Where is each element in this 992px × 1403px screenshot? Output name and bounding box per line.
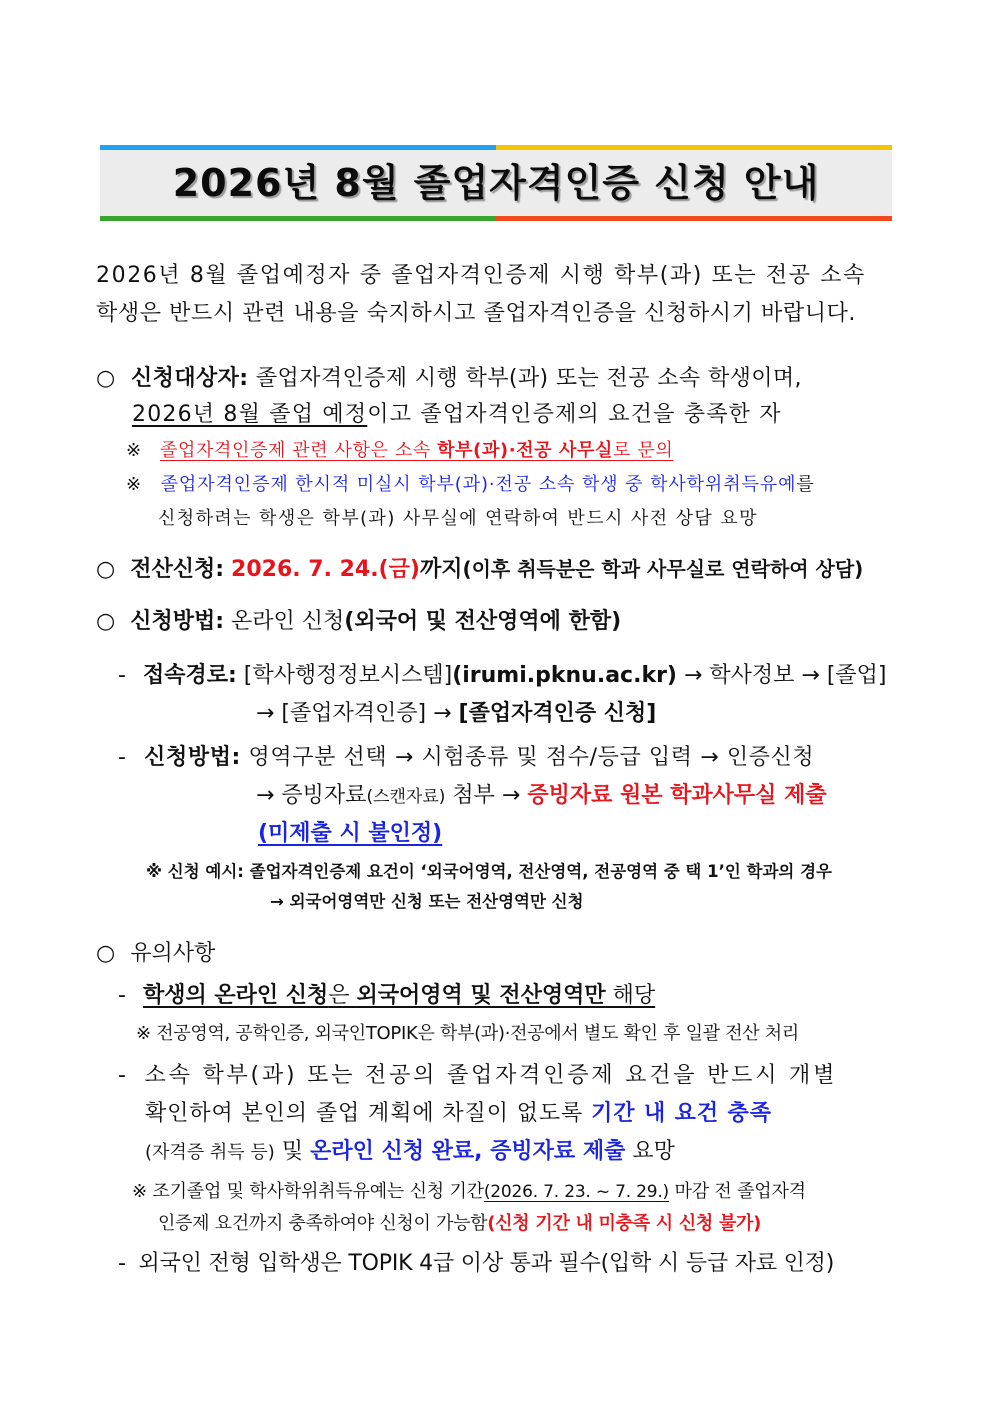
notice-item-2-line-3	[145, 1134, 675, 1165]
online-after: (이후 취득분은 학과 사무실로 연락하여 상담)	[462, 557, 864, 581]
notice-item-2-line-1	[118, 1058, 837, 1089]
notice-note-2-c: 마감 전 졸업자격	[668, 1181, 806, 1202]
example-line-1: ※ 신청 예시: 졸업자격인증제 요건이 ‘외국어영역, 전산영역, 전공영역 중 택 1’인 학과의 경우	[146, 862, 832, 881]
dash: -	[118, 663, 126, 688]
bullet-circle: ○	[96, 366, 116, 391]
notice-item-1-c: 외국어영역 및 전산영역만	[356, 983, 606, 1008]
route-final: [졸업자격인증 신청]	[458, 701, 657, 726]
target-line-1	[96, 361, 802, 392]
online-until: 까지	[419, 557, 463, 582]
notice-item-1	[118, 978, 655, 1009]
dash: -	[118, 983, 126, 1008]
how-step-attach: → 증빙자료	[256, 783, 367, 808]
online-date-a: 2026. 7. 24.(	[231, 557, 389, 582]
target-line-2	[132, 397, 782, 428]
how-step-submit: 증빙자료 원본 학과사무실 제출	[527, 783, 827, 808]
notice-note-2-line-2a: 인증제 요건까지 충족하여야 신청이 가능함	[158, 1213, 488, 1234]
method-label: 신청방법:	[130, 609, 225, 634]
notice-item-1-a: 학생의 온라인 신청	[142, 983, 329, 1008]
notice-item-2-text-3d: 요망	[625, 1139, 675, 1164]
target-note-1	[126, 436, 673, 462]
notice-item-2-text-3c: 온라인 신청 완료, 증빙자료 제출	[310, 1139, 626, 1164]
bullet-circle: ○	[96, 941, 116, 966]
target-label: 신청대상자:	[131, 366, 249, 391]
notice-item-2-text-1: 소속 학부(과) 또는 전공의 졸업자격인증제 요건을 반드시 개별	[144, 1063, 838, 1088]
notice-item-2-text-2a: 확인하여 본인의 졸업 계획에 차질이 없도록	[145, 1101, 592, 1126]
route-system: [학사행정정보시스템]	[243, 663, 453, 688]
notice-line	[96, 936, 215, 967]
intro-line-1	[96, 258, 894, 289]
how-label: 신청방법:	[144, 745, 241, 770]
route-line-1	[118, 658, 887, 689]
notice-item-2-note-2	[158, 1209, 761, 1235]
note-mark: ※	[126, 474, 142, 495]
intro-text-1: 2026년 8월 졸업예정자 중 졸업자격인증제 시행 학부(과) 또는 전공 소속	[96, 263, 866, 288]
online-line	[96, 552, 863, 583]
target-text: 졸업자격인증제 시행 학부(과) 또는 전공 소속 학생이며,	[255, 366, 802, 391]
notice-item-1-d: 해당	[605, 983, 656, 1008]
method-line	[96, 604, 621, 635]
method-limit: (외국어 및 전산영역에 한함)	[344, 609, 622, 634]
notice-item-2-text-2b: 기간 내 요건 충족	[591, 1101, 772, 1126]
target-note-2-b: 학사학위취득유예	[650, 474, 797, 495]
bullet-circle: ○	[96, 609, 116, 634]
how-step-attach-b: 첨부 →	[445, 783, 528, 808]
how-line-3: (미제출 시 불인정)	[258, 821, 443, 846]
dash: -	[118, 1251, 126, 1276]
notice-item-1-note: ※ 전공영역, 공학인증, 외국인TOPIK은 학부(과)·전공에서 별도 확인 후 일괄 전산 처리	[136, 1023, 799, 1044]
route-url[interactable]: (irumi.pknu.ac.kr)	[452, 663, 677, 688]
target-line-2-text: 이고 졸업자격인증제의 요건을 충족한 자	[367, 402, 782, 427]
notice-note-2-period: (2026. 7. 23. ~ 7. 29.)	[483, 1182, 669, 1202]
target-note-1-a: 졸업자격인증제 관련 사항은 소속	[160, 440, 438, 461]
notice-item-3	[118, 1246, 834, 1277]
intro-line-2: 학생은 반드시 관련 내용을 숙지하시고 졸업자격인증을 신청하시기 바랍니다.	[96, 301, 857, 326]
graduation-date-underlined: 2026년 8월 졸업 예정	[132, 402, 368, 427]
notice-item-1-b: 은	[328, 983, 357, 1008]
route-step-2: → [졸업자격인증] →	[256, 701, 459, 726]
notice-item-1-text	[143, 983, 655, 1008]
target-note-2	[126, 470, 815, 496]
bullet-circle: ○	[96, 557, 116, 582]
notice-item-2-text-3a: (자격증 취득 등)	[145, 1142, 275, 1163]
online-date-c: )	[409, 557, 420, 582]
notice-item-2-line-2	[145, 1096, 772, 1127]
page-title: 2026년 8월 졸업자격인증 신청 안내	[172, 161, 820, 205]
note-mark: ※	[126, 440, 142, 461]
online-label: 전산신청:	[130, 557, 225, 582]
how-steps: 영역구분 선택 → 시험종류 및 점수/등급 입력 → 인증신청	[248, 745, 815, 770]
route-label: 접속경로:	[142, 663, 237, 688]
notice-label: 유의사항	[130, 941, 216, 966]
how-line-1	[118, 740, 814, 771]
notice-item-3-text: 외국인 전형 입학생은 TOPIK 4급 이상 통과 필수(입학 시 등급 자료 인정)	[138, 1251, 835, 1276]
target-note-2-line-2: 신청하려는 학생은 학부(과) 사무실에 연락하여 반드시 사전 상담 요망	[158, 508, 758, 529]
notice-item-2-text-3b: 및	[274, 1139, 311, 1164]
example-line-2: → 외국어영역만 신청 또는 전산영역만 신청	[270, 892, 584, 911]
target-note-1-c: 로 문의	[613, 440, 674, 461]
target-note-2-a: 졸업자격인증제 한시적 미실시 학부(과)·전공 소속 학생 중	[160, 474, 651, 495]
dash: -	[118, 745, 127, 770]
how-line-2	[256, 778, 827, 809]
notice-note-2-line-2b: (신청 기간 내 미충족 시 신청 불가)	[487, 1213, 762, 1234]
route-step-1: → 학사정보 → [졸업]	[683, 663, 887, 688]
route-line-2	[256, 696, 656, 727]
online-date-weekday: 금	[388, 557, 410, 582]
notice-note-2-a: ※ 조기졸업 및 학사학위취득유예는 신청 기간	[132, 1181, 484, 1202]
method-text: 온라인 신청	[231, 609, 345, 634]
how-step-scan: (스캔자료)	[366, 787, 446, 807]
target-note-2-c: 를	[796, 474, 815, 495]
dash: -	[118, 1063, 129, 1088]
target-note-1-b: 학부(과)·전공 사무실	[437, 440, 614, 461]
notice-item-2-note-1	[132, 1177, 806, 1203]
